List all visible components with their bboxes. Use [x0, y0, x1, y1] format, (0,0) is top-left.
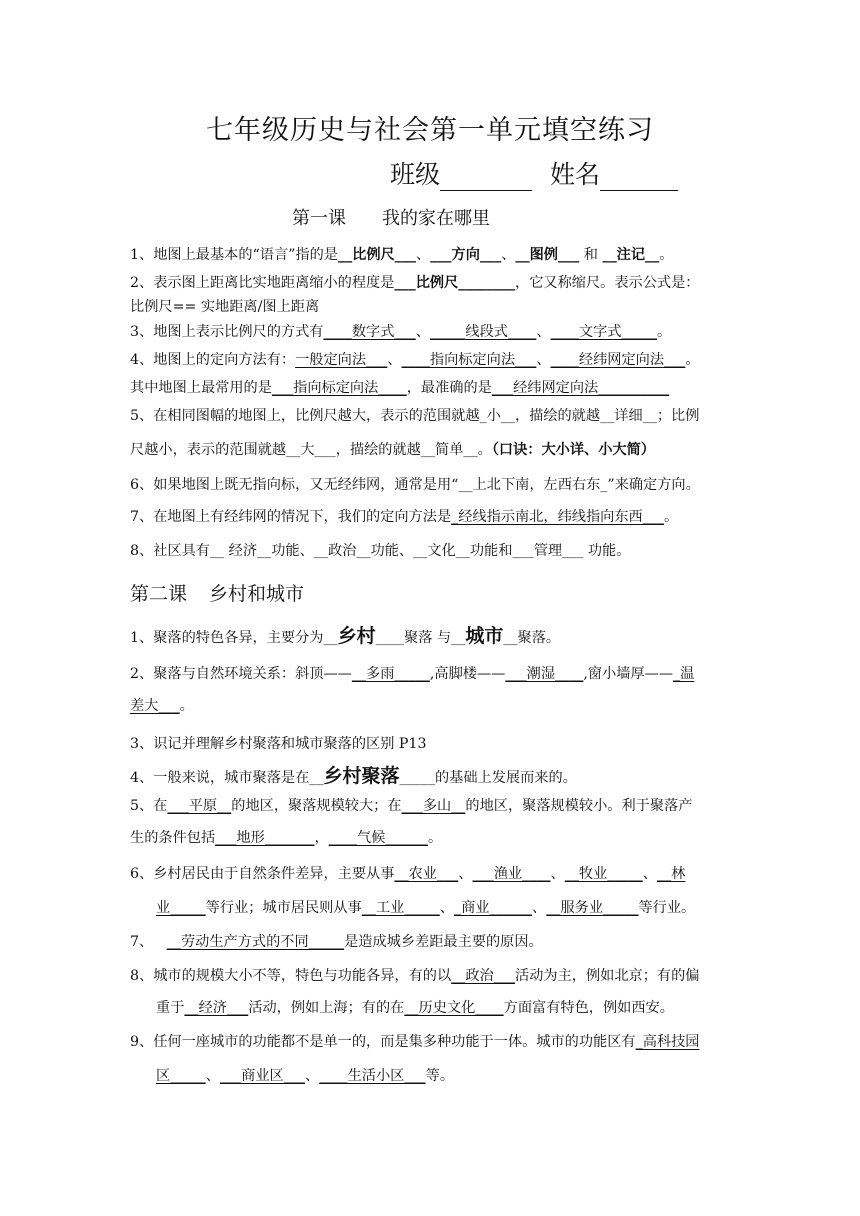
text: 方面富有特色，例如西安。 — [503, 1000, 674, 1016]
text: 4、地图上的定向方法有： — [130, 352, 296, 368]
answer: _商业______ — [454, 900, 533, 916]
text: 6、如果地图上既无指向标，又无经纬网，通常是用“__上北下南，左西右东_”来确定方向。 — [130, 477, 700, 493]
answer: __历史文化____ — [404, 1000, 504, 1016]
lesson1-title: 我的家在哪里 — [382, 208, 490, 229]
l2-question-6 — [130, 864, 730, 884]
text: 3、识记并理解乡村聚落和城市聚落的区别 P13 — [130, 736, 427, 752]
l2-question-5-cont — [130, 828, 730, 848]
answer: 业_____ — [156, 900, 206, 916]
class-blank — [440, 164, 532, 191]
l2-question-9 — [130, 1032, 730, 1052]
text: 2、表示图上距离比实地距离缩小的程度是 — [130, 275, 395, 291]
l2-question-7 — [130, 932, 730, 952]
class-name-line — [390, 155, 678, 191]
answer: ____气候______ — [328, 830, 428, 846]
text: 。 — [659, 247, 674, 263]
text: 的地区，聚落规模较大；在 — [231, 798, 402, 814]
text: 9、任何一座城市的功能都不是单一的，而是集多种功能于一体。城市的功能区有 — [130, 1034, 636, 1050]
text: 、 — [439, 900, 454, 916]
l2-question-4 — [130, 766, 730, 788]
text: 5、在 — [130, 798, 168, 814]
text: 、 — [642, 866, 657, 882]
l1-question-6 — [130, 475, 730, 495]
answer: ____文字式_____ — [550, 324, 657, 340]
l1-question-3 — [130, 322, 730, 342]
text: 其中地图上最常用的是 — [130, 380, 272, 396]
answer: _高科技园 — [635, 1034, 700, 1050]
text: ,高脚楼—— — [429, 666, 506, 682]
text: 等行业。 — [638, 900, 696, 916]
l1-question-4-cont — [130, 378, 730, 398]
text: 、 — [550, 866, 565, 882]
l1-question-1 — [130, 245, 730, 265]
l2-question-9-cont — [156, 1066, 756, 1086]
text: ，它又称缩尺。表示公式是： — [515, 275, 700, 291]
answer: __服务业_____ — [546, 900, 639, 916]
answer: 一般定向法___ — [295, 352, 388, 368]
text: 、 — [416, 247, 431, 263]
answer: __劳动生产方式的不同_____ — [166, 934, 345, 950]
answer: 乡村 — [337, 625, 376, 647]
answer: __工业_____ — [361, 900, 440, 916]
l1-question-7 — [130, 507, 730, 527]
answer: _____线段式____ — [429, 324, 537, 340]
text: 、 — [387, 352, 402, 368]
text: 8、社区具有__ 经济__功能、__政治__功能、__文化__功能和___管理___ 功能。 — [130, 543, 631, 559]
text: 2、聚落与自然环境关系：斜顶—— — [130, 666, 352, 682]
text: 、 — [415, 324, 430, 340]
text: 5、在相同图幅的地图上，比例尺越大，表示的范围就越_小__，描绘的就越__详细__；比例 — [130, 408, 700, 424]
text: ，最准确的是 — [406, 380, 492, 396]
l2-question-2-cont — [130, 696, 730, 716]
lesson2-number: 第二课 — [130, 583, 188, 605]
text: 是造成城乡差距最主要的原因。 — [344, 934, 543, 950]
text: __聚落。 — [503, 630, 561, 646]
l2-question-2 — [130, 664, 730, 684]
text: ____聚落 与__ — [375, 630, 466, 646]
answer: ____指向标定向法___ — [401, 352, 537, 368]
answer: __农业___ — [394, 866, 459, 882]
answer: __比例尺___ — [337, 247, 417, 263]
l1-question-8 — [130, 541, 730, 561]
lesson2-title: 乡村和城市 — [209, 583, 305, 605]
answer: _温 — [673, 666, 695, 682]
text: 、 — [532, 900, 547, 916]
page-title: 七年级历史与社会第一单元填空练习 — [206, 115, 654, 146]
class-label: 班级 — [390, 160, 441, 189]
text: 和 — [579, 247, 603, 263]
l2-question-8-cont — [156, 998, 756, 1018]
answer: 差大___ — [130, 698, 180, 714]
text: 。 — [663, 509, 679, 525]
text: _____的基础上发展而来的。 — [399, 770, 577, 786]
answer: ___指向标定向法____ — [271, 380, 407, 396]
text: 。 — [656, 324, 672, 340]
l1-question-2-cont — [130, 297, 730, 317]
text: ， — [314, 830, 329, 846]
answer: ___地形_______ — [215, 830, 315, 846]
name-blank — [600, 164, 678, 191]
answer: __注记__ — [602, 247, 660, 263]
l1-question-4 — [130, 350, 730, 370]
mnemonic: （口诀：大小详、小大简） — [491, 442, 655, 458]
l2-question-5 — [130, 796, 730, 816]
lesson1-heading — [292, 204, 490, 230]
answer: ____数字式___ — [323, 324, 416, 340]
text: 活动，例如上海；有的在 — [248, 1000, 405, 1016]
answer: ___潮湿____ — [505, 666, 584, 682]
text: 、 — [458, 866, 473, 882]
text: 1、聚落的特色各异，主要分为__ — [130, 630, 338, 646]
text: 3、地图上表示比例尺的方式有 — [130, 324, 324, 340]
text: 7、在地图上有经纬网的情况下，我们的定向方法是 — [130, 509, 452, 525]
answer: ___方向___ — [430, 247, 502, 263]
text: 6、乡村居民由于自然条件差异，主要从事 — [130, 866, 395, 882]
text: 7、 — [130, 934, 167, 950]
text: 4、一般来说，城市聚落是在__ — [130, 770, 324, 786]
answer: __林 — [656, 866, 686, 882]
answer: ____经纬网定向法___ — [550, 352, 686, 368]
answer: __图例___ — [515, 247, 580, 263]
text: 1、地图上最基本的“语言”指的是 — [130, 247, 338, 263]
name-label: 姓名 — [549, 160, 600, 189]
l2-question-8 — [130, 966, 730, 986]
text: 等行业；城市居民则从事 — [205, 900, 362, 916]
answer: ___渔业____ — [472, 866, 551, 882]
l1-question-5 — [130, 406, 730, 426]
lesson1-number: 第一课 — [292, 208, 346, 229]
answer: ____生活小区___ — [319, 1068, 426, 1084]
l1-question-2 — [130, 273, 730, 293]
answer: __政治___ — [451, 968, 516, 984]
lesson2-heading — [130, 579, 304, 606]
answer: __经济___ — [184, 1000, 249, 1016]
text: 、 — [305, 1068, 320, 1084]
answer: ___商业区___ — [219, 1068, 306, 1084]
text: 、 — [536, 352, 551, 368]
answer: _经线指示南北，纬线指向东西___ — [451, 509, 664, 525]
text: 。 — [428, 830, 443, 846]
text: 、 — [536, 324, 551, 340]
answer: __牧业_____ — [564, 866, 643, 882]
answer: ___平原__ — [167, 798, 232, 814]
l2-question-1 — [130, 626, 730, 648]
text: 活动为主，例如北京；有的偏 — [515, 968, 700, 984]
text: ,窗小墙厚—— — [583, 666, 674, 682]
text: 等。 — [425, 1068, 455, 1084]
text: 生的条件包括 — [130, 830, 216, 846]
text: 。 — [179, 698, 194, 714]
l2-question-6-cont — [156, 898, 756, 918]
answer: __多雨_____ — [351, 666, 430, 682]
answer: 城市 — [465, 625, 504, 647]
text: 、 — [205, 1068, 220, 1084]
text: 8、城市的规模大小不等，特色与功能各异，有的以 — [130, 968, 452, 984]
answer: ___多山__ — [401, 798, 466, 814]
answer: 区_____ — [156, 1068, 206, 1084]
l2-question-3 — [130, 734, 730, 754]
text: 的地区，聚落规模较小。利于聚落产 — [465, 798, 693, 814]
text: 。 — [685, 352, 700, 368]
text: 重于 — [156, 1000, 185, 1016]
text: 尺越小，表示的范围就越__大___，描绘的就越__简单__。 — [130, 442, 492, 458]
l1-question-5-cont — [130, 440, 730, 460]
answer: ___比例尺________ — [394, 275, 516, 291]
answer: ___经纬网定向法__________ — [491, 380, 670, 396]
text: 、 — [501, 247, 516, 263]
text: 比例尺== 实地距离/图上距离 — [130, 299, 320, 315]
answer: 乡村聚落 — [323, 765, 400, 787]
